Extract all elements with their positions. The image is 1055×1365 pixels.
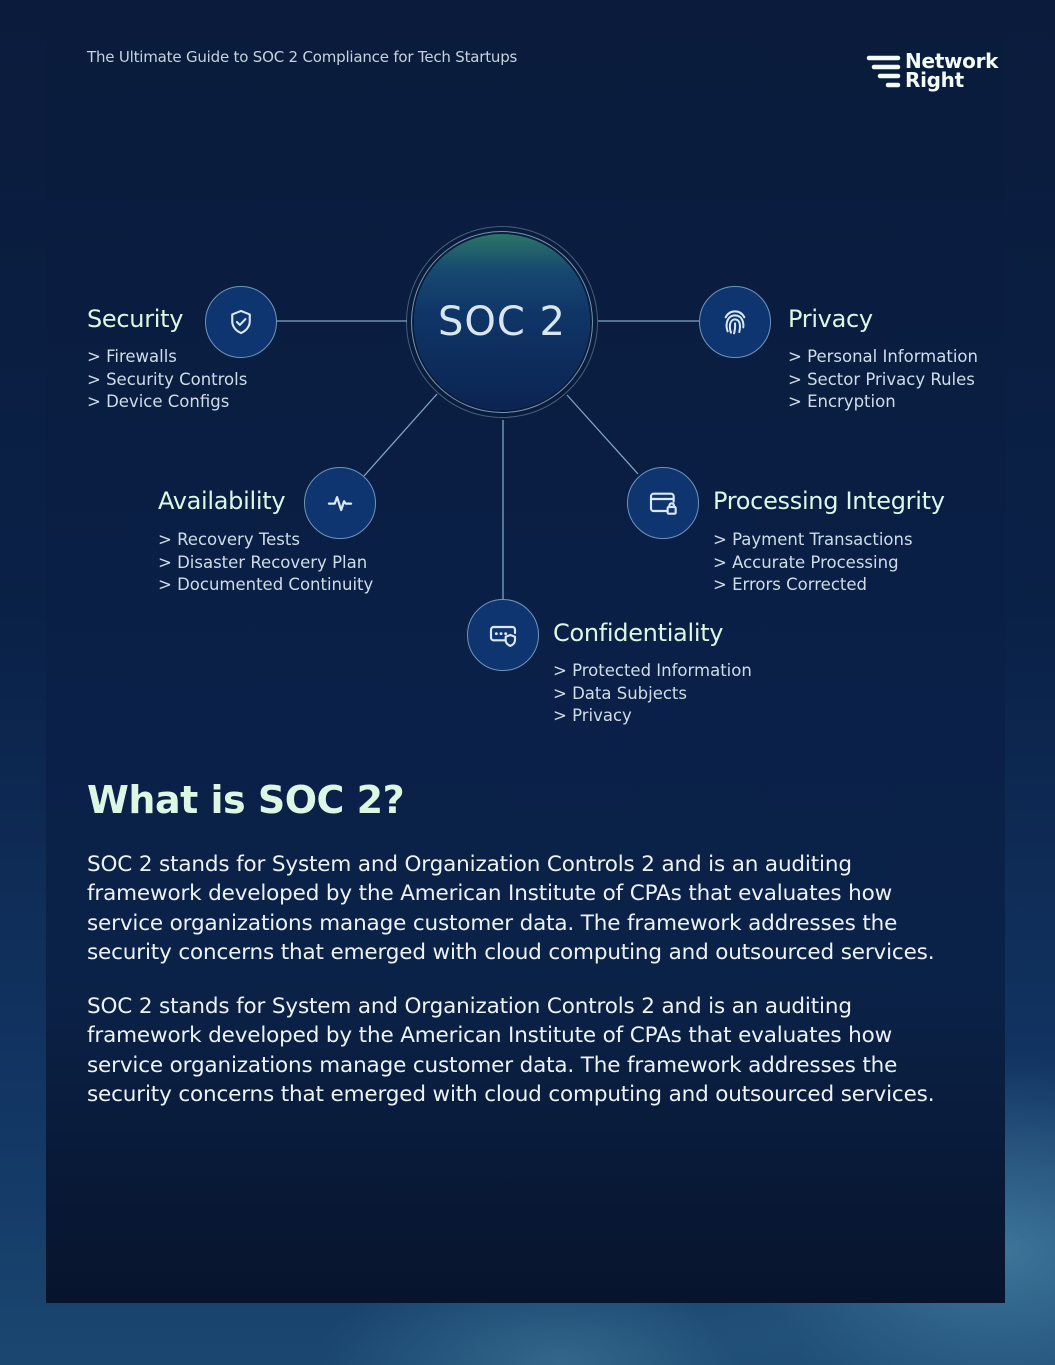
list-item: > Encryption [788,391,978,414]
list-item: > Payment Transactions [713,529,913,552]
list-item: > Documented Continuity [158,574,373,597]
security-list [87,346,247,414]
fingerprint-icon [719,306,751,338]
availability-title: Availability [158,487,286,515]
privacy-title: Privacy [788,305,873,333]
list-item: > Device Configs [87,391,247,414]
list-item: > Protected Information [553,660,752,683]
list-item: > Data Subjects [553,683,752,706]
list-item: > Privacy [553,705,752,728]
soc2-hub [414,234,590,410]
confidentiality-title: Confidentiality [553,619,724,647]
confidentiality-node [467,599,539,671]
password-shield-icon [487,619,519,651]
card-lock-icon [647,487,679,519]
list-item: > Personal Information [788,346,978,369]
body-paragraph-2: SOC 2 stands for System and Organization Controls 2 and is an auditing framework developed by the American Institute of CPAs that evaluates how service organizations manage customer data. The framework addresses the security concerns that emerged with cloud computing and outsourced services. [87,994,935,1107]
hub-label: SOC 2 [438,299,566,345]
section-heading: What is SOC 2? [87,778,405,822]
logo-word-1: Network [905,49,999,73]
processing-integrity-list [713,529,913,597]
processing-integrity-title: Processing Integrity [713,487,945,515]
privacy-list [788,346,978,414]
connector-availability [364,394,437,476]
body-paragraph-1: SOC 2 stands for System and Organization Controls 2 and is an auditing framework developed by the American Institute of CPAs that evaluates how service organizations manage customer data. The framework addresses the security concerns that emerged with cloud computing and outsourced services. [87,852,935,965]
shield-check-icon [227,308,255,336]
list-item: > Sector Privacy Rules [788,369,978,392]
confidentiality-list [553,660,752,728]
pulse-icon [326,489,354,517]
list-item: > Firewalls [87,346,247,369]
security-title: Security [87,305,184,333]
list-item: > Accurate Processing [713,552,913,575]
list-item: > Disaster Recovery Plan [158,552,373,575]
connector-processing-integrity [567,395,638,474]
privacy-node [699,286,771,358]
logo-word-2: Right [905,68,964,92]
list-item: > Security Controls [87,369,247,392]
list-item: > Recovery Tests [158,529,373,552]
document-title: The Ultimate Guide to SOC 2 Compliance for Tech Startups [87,48,518,66]
list-item: > Errors Corrected [713,574,913,597]
availability-list [158,529,373,597]
processing-integrity-node [627,467,699,539]
